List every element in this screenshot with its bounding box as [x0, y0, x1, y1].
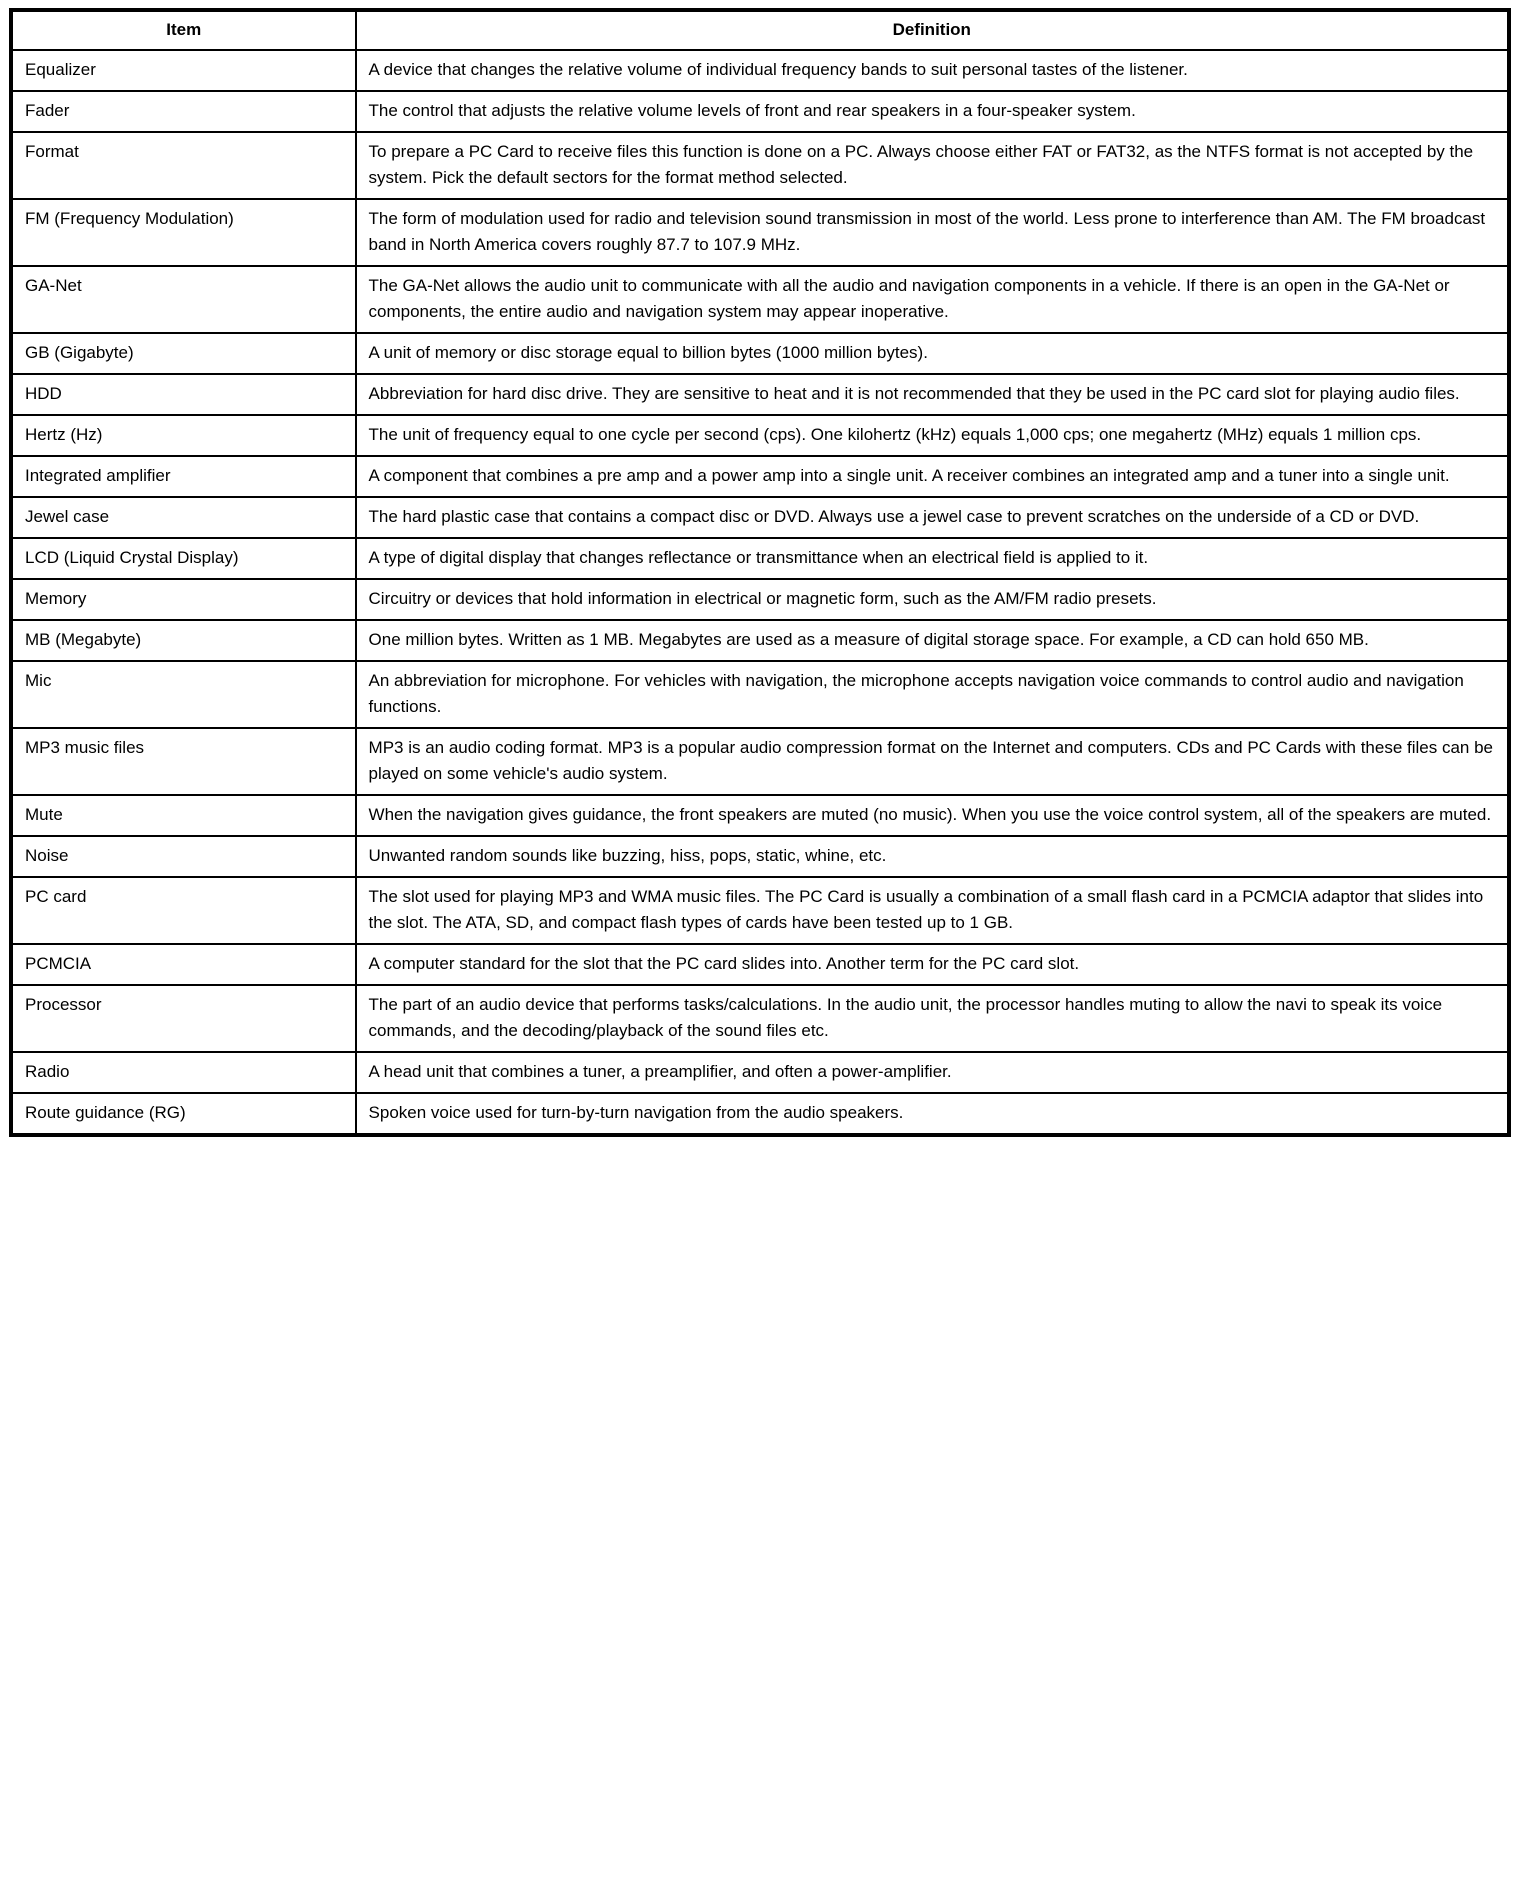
definition-cell: The hard plastic case that contains a compact disc or DVD. Always use a jewel case to prevent scratches on the underside of a CD or DVD.: [356, 497, 1509, 538]
definition-cell: To prepare a PC Card to receive files this function is done on a PC. Always choose either FAT or FAT32, as the NTFS format is not accepted by the system. Pick the default sectors for the format method selected.: [356, 132, 1509, 199]
column-header-item: Item: [11, 10, 356, 50]
item-cell: PC card: [11, 877, 356, 944]
table-row: [11, 1052, 1509, 1093]
table-row: [11, 661, 1509, 728]
table-row: [11, 456, 1509, 497]
item-cell: LCD (Liquid Crystal Display): [11, 538, 356, 579]
table-row: [11, 944, 1509, 985]
item-cell: GB (Gigabyte): [11, 333, 356, 374]
definition-cell: A unit of memory or disc storage equal to billion bytes (1000 million bytes).: [356, 333, 1509, 374]
definition-cell: Unwanted random sounds like buzzing, hiss, pops, static, whine, etc.: [356, 836, 1509, 877]
definition-cell: A component that combines a pre amp and a power amp into a single unit. A receiver combines an integrated amp and a tuner into a single unit.: [356, 456, 1509, 497]
definition-cell: A computer standard for the slot that the PC card slides into. Another term for the PC card slot.: [356, 944, 1509, 985]
item-cell: Mute: [11, 795, 356, 836]
item-cell: HDD: [11, 374, 356, 415]
table-row: [11, 877, 1509, 944]
definition-cell: One million bytes. Written as 1 MB. Megabytes are used as a measure of digital storage space. For example, a CD can hold 650 MB.: [356, 620, 1509, 661]
definition-cell: The slot used for playing MP3 and WMA music files. The PC Card is usually a combination of a small flash card in a PCMCIA adaptor that slides into the slot. The ATA, SD, and compact flash types of cards have been tested up to 1 GB.: [356, 877, 1509, 944]
item-cell: PCMCIA: [11, 944, 356, 985]
header-row: [11, 10, 1509, 50]
definition-cell: When the navigation gives guidance, the front speakers are muted (no music). When you use the voice control system, all of the speakers are muted.: [356, 795, 1509, 836]
table-row: [11, 795, 1509, 836]
item-cell: Memory: [11, 579, 356, 620]
definition-cell: A type of digital display that changes reflectance or transmittance when an electrical field is applied to it.: [356, 538, 1509, 579]
definition-cell: Spoken voice used for turn-by-turn navigation from the audio speakers.: [356, 1093, 1509, 1135]
table-row: [11, 91, 1509, 132]
item-cell: Integrated amplifier: [11, 456, 356, 497]
definition-cell: A head unit that combines a tuner, a preamplifier, and often a power-amplifier.: [356, 1052, 1509, 1093]
definition-cell: A device that changes the relative volume of individual frequency bands to suit personal tastes of the listener.: [356, 50, 1509, 91]
definition-cell: MP3 is an audio coding format. MP3 is a popular audio compression format on the Internet and computers. CDs and PC Cards with these files can be played on some vehicle's audio system.: [356, 728, 1509, 795]
glossary-table-header: [11, 10, 1509, 50]
definition-cell: Abbreviation for hard disc drive. They are sensitive to heat and it is not recommended that they be used in the PC card slot for playing audio files.: [356, 374, 1509, 415]
definition-cell: An abbreviation for microphone. For vehicles with navigation, the microphone accepts navigation voice commands to control audio and navigation functions.: [356, 661, 1509, 728]
item-cell: Equalizer: [11, 50, 356, 91]
definition-cell: The GA-Net allows the audio unit to communicate with all the audio and navigation components in a vehicle. If there is an open in the GA-Net or components, the entire audio and navigation system may appear inoperative.: [356, 266, 1509, 333]
table-row: [11, 579, 1509, 620]
table-row: [11, 50, 1509, 91]
item-cell: Format: [11, 132, 356, 199]
item-cell: Route guidance (RG): [11, 1093, 356, 1135]
item-cell: Radio: [11, 1052, 356, 1093]
definition-cell: Circuitry or devices that hold information in electrical or magnetic form, such as the AM/FM radio presets.: [356, 579, 1509, 620]
definition-cell: The unit of frequency equal to one cycle per second (cps). One kilohertz (kHz) equals 1,000 cps; one megahertz (MHz) equals 1 million cps.: [356, 415, 1509, 456]
table-row: [11, 836, 1509, 877]
item-cell: Jewel case: [11, 497, 356, 538]
item-cell: Mic: [11, 661, 356, 728]
table-row: [11, 374, 1509, 415]
table-row: [11, 266, 1509, 333]
item-cell: GA-Net: [11, 266, 356, 333]
table-row: [11, 497, 1509, 538]
glossary-table-body: [11, 50, 1509, 1135]
table-row: [11, 415, 1509, 456]
item-cell: FM (Frequency Modulation): [11, 199, 356, 266]
item-cell: Hertz (Hz): [11, 415, 356, 456]
item-cell: Processor: [11, 985, 356, 1052]
table-row: [11, 1093, 1509, 1135]
item-cell: MB (Megabyte): [11, 620, 356, 661]
item-cell: MP3 music files: [11, 728, 356, 795]
item-cell: Noise: [11, 836, 356, 877]
table-row: [11, 728, 1509, 795]
item-cell: Fader: [11, 91, 356, 132]
table-row: [11, 620, 1509, 661]
glossary-table: [9, 8, 1511, 1137]
table-row: [11, 199, 1509, 266]
table-row: [11, 985, 1509, 1052]
definition-cell: The part of an audio device that performs tasks/calculations. In the audio unit, the processor handles muting to allow the navi to speak its voice commands, and the decoding/playback of the sound files etc.: [356, 985, 1509, 1052]
definition-cell: The control that adjusts the relative volume levels of front and rear speakers in a four-speaker system.: [356, 91, 1509, 132]
table-row: [11, 333, 1509, 374]
table-row: [11, 132, 1509, 199]
definition-cell: The form of modulation used for radio and television sound transmission in most of the world. Less prone to interference than AM. The FM broadcast band in North America covers roughly 87.7 to 107.9 MHz.: [356, 199, 1509, 266]
table-row: [11, 538, 1509, 579]
column-header-definition: Definition: [356, 10, 1509, 50]
